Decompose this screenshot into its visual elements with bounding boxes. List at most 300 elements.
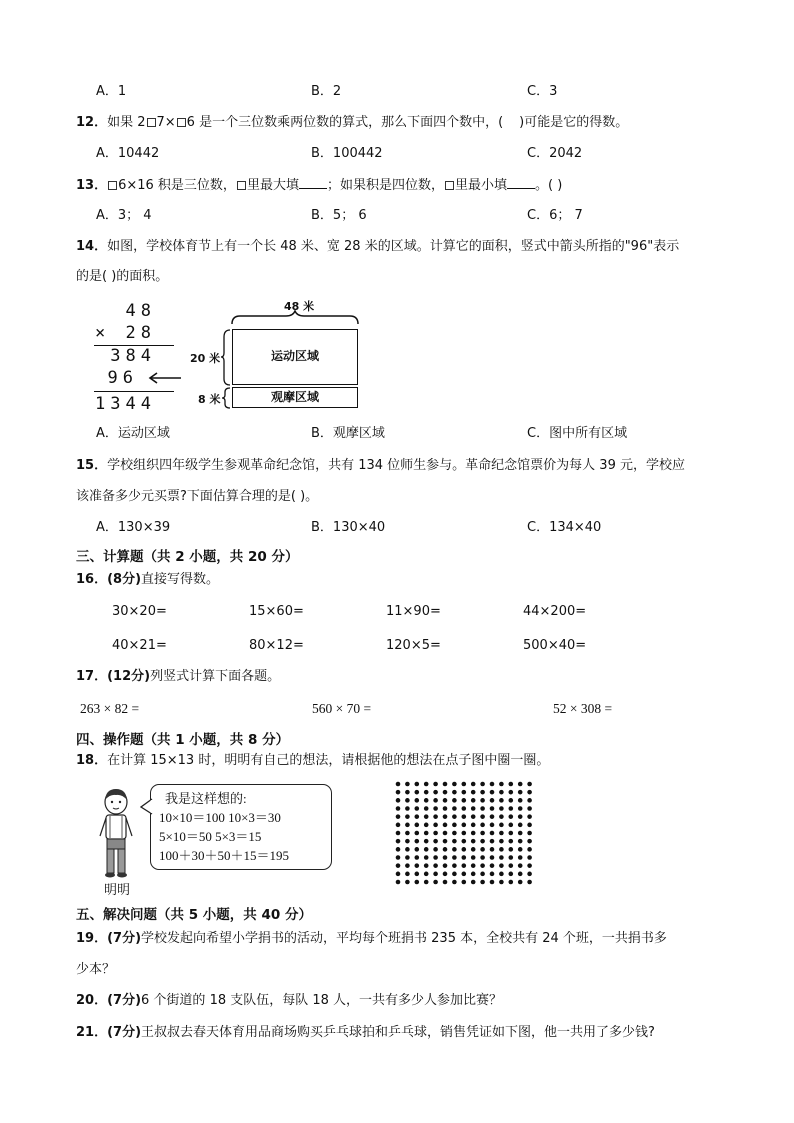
- grid-dot[interactable]: [471, 831, 476, 836]
- grid-dot[interactable]: [527, 855, 532, 860]
- grid-dot[interactable]: [433, 823, 438, 828]
- grid-dot[interactable]: [499, 863, 504, 868]
- product: 1344: [95, 394, 156, 414]
- grid-dot[interactable]: [499, 782, 504, 787]
- grid-dot[interactable]: [490, 782, 495, 787]
- sports-zone-label: 运动区域: [270, 349, 319, 363]
- grid-dot[interactable]: [433, 782, 438, 787]
- grid-dot[interactable]: [518, 855, 523, 860]
- grid-dot[interactable]: [509, 863, 514, 868]
- grid-dot[interactable]: [518, 847, 523, 852]
- q17-text: 列竖式计算下面各题。: [150, 669, 281, 684]
- grid-dot[interactable]: [415, 872, 420, 877]
- q17-item: 52 × 308 =: [553, 701, 613, 716]
- q16-item: 120×5=: [386, 638, 441, 653]
- grid-dot[interactable]: [527, 814, 532, 819]
- grid-dot[interactable]: [518, 823, 523, 828]
- grid-dot[interactable]: [433, 790, 438, 795]
- q16-question: [76, 571, 219, 589]
- grid-dot[interactable]: [415, 806, 420, 811]
- grid-dot[interactable]: [433, 863, 438, 868]
- grid-dot[interactable]: [452, 855, 457, 860]
- grid-dot[interactable]: [405, 814, 410, 819]
- grid-dot[interactable]: [433, 831, 438, 836]
- grid-dot[interactable]: [424, 798, 429, 803]
- grid-dot[interactable]: [471, 823, 476, 828]
- grid-dot[interactable]: [499, 823, 504, 828]
- grid-dot[interactable]: [443, 798, 448, 803]
- section-3-heading: 三、计算题（共 2 小题，共 20 分）: [76, 549, 299, 565]
- multiplier: × 28: [95, 323, 156, 343]
- grid-dot[interactable]: [499, 831, 504, 836]
- grid-dot[interactable]: [509, 790, 514, 795]
- grid-dot[interactable]: [415, 855, 420, 860]
- bubble-line: 100＋30＋50＋15＝195: [159, 848, 290, 863]
- grid-dot[interactable]: [452, 863, 457, 868]
- q14-number: 14．: [76, 239, 108, 254]
- q15-option-b: B．130×40: [311, 520, 386, 535]
- grid-dot[interactable]: [443, 831, 448, 836]
- bubble-content: [159, 789, 289, 865]
- grid-dot[interactable]: [424, 839, 429, 844]
- grid-dot[interactable]: [527, 798, 532, 803]
- grid-dot[interactable]: [433, 798, 438, 803]
- left-arrow-icon: [145, 370, 185, 386]
- grid-dot[interactable]: [490, 880, 495, 885]
- grid-dot[interactable]: [452, 790, 457, 795]
- grid-dot[interactable]: [480, 847, 485, 852]
- q16-score: (8分): [107, 572, 142, 587]
- q11-option-a: A．1: [96, 84, 127, 99]
- q12-option-c: C．2042: [527, 146, 583, 161]
- answer-blank[interactable]: [299, 176, 327, 189]
- grid-dot[interactable]: [462, 798, 467, 803]
- grid-dot[interactable]: [490, 806, 495, 811]
- grid-dot[interactable]: [415, 863, 420, 868]
- grid-dot[interactable]: [480, 790, 485, 795]
- grid-dot[interactable]: [499, 790, 504, 795]
- q18-number: 18．: [76, 753, 108, 768]
- grid-dot[interactable]: [424, 855, 429, 860]
- grid-dot[interactable]: [527, 839, 532, 844]
- q12-option-a: A．10442: [96, 146, 160, 161]
- grid-dot[interactable]: [509, 855, 514, 860]
- grid-dot[interactable]: [499, 880, 504, 885]
- empty-box-icon: [237, 181, 246, 190]
- grid-dot[interactable]: [518, 872, 523, 877]
- q19-text: 学校发起向希望小学捐书的活动，平均每个班捐书 235 本，全校共有 24 个班，一共捐书多: [141, 931, 667, 946]
- grid-dot[interactable]: [509, 831, 514, 836]
- q14-option-c: C．图中所有区域: [527, 426, 628, 441]
- grid-dot[interactable]: [490, 831, 495, 836]
- grid-dot[interactable]: [471, 872, 476, 877]
- grid-dot[interactable]: [471, 863, 476, 868]
- grid-dot[interactable]: [396, 855, 401, 860]
- grid-dot[interactable]: [471, 782, 476, 787]
- q13-number: 13．: [76, 178, 108, 193]
- grid-dot[interactable]: [480, 839, 485, 844]
- grid-dot[interactable]: [433, 839, 438, 844]
- grid-dot[interactable]: [396, 831, 401, 836]
- q15-text-1: 学校组织四年级学生参观革命纪念馆，共有 134 位师生参与。革命纪念馆票价为每人 39 元，学校应: [107, 458, 685, 473]
- q21-text: 王叔叔去春天体育用品商场购买乒乓球拍和乒乓球，销售凭证如下图，他一共用了多少钱?: [141, 1025, 655, 1040]
- grid-dot[interactable]: [480, 823, 485, 828]
- grid-dot[interactable]: [490, 839, 495, 844]
- q15-question-line-1: [76, 457, 685, 475]
- grid-dot[interactable]: [462, 880, 467, 885]
- grid-dot[interactable]: [509, 782, 514, 787]
- q13-option-a: A．3； 4: [96, 208, 152, 223]
- q16-item: 40×21=: [112, 638, 167, 653]
- grid-dot[interactable]: [509, 798, 514, 803]
- vertical-multiplication: [92, 300, 182, 420]
- grid-dot[interactable]: [527, 806, 532, 811]
- grid-dot[interactable]: [415, 823, 420, 828]
- grid-dot[interactable]: [527, 863, 532, 868]
- grid-dot[interactable]: [396, 880, 401, 885]
- grid-dot[interactable]: [424, 872, 429, 877]
- q12-text-3: 6 是一个三位数乘两位数的算式，那么下面四个数中，(: [186, 115, 504, 130]
- grid-dot[interactable]: [452, 839, 457, 844]
- q15-number: 15．: [76, 458, 108, 473]
- q12-text-4: )可能是它的得数。: [519, 115, 629, 130]
- answer-blank[interactable]: [507, 176, 535, 189]
- grid-dot[interactable]: [433, 806, 438, 811]
- q16-text: 直接写得数。: [141, 572, 220, 587]
- empty-box-icon: [108, 181, 117, 190]
- grid-dot[interactable]: [405, 863, 410, 868]
- section-5-heading: 五、解决问题（共 5 小题，共 40 分）: [76, 907, 312, 923]
- grid-dot[interactable]: [396, 814, 401, 819]
- grid-dot[interactable]: [424, 880, 429, 885]
- grid-dot[interactable]: [527, 790, 532, 795]
- section-4-heading: 四、操作题（共 1 小题，共 8 分）: [76, 732, 290, 748]
- grid-dot[interactable]: [471, 847, 476, 852]
- grid-dot[interactable]: [405, 831, 410, 836]
- grid-dot[interactable]: [480, 814, 485, 819]
- grid-dot[interactable]: [405, 806, 410, 811]
- q19-score: (7分): [107, 931, 142, 946]
- grid-dot[interactable]: [424, 790, 429, 795]
- grid-dot[interactable]: [396, 872, 401, 877]
- grid-dot[interactable]: [490, 798, 495, 803]
- boy-name: 明明: [104, 883, 131, 898]
- grid-dot[interactable]: [527, 847, 532, 852]
- grid-dot[interactable]: [499, 806, 504, 811]
- q13-question: [76, 176, 562, 195]
- grid-dot[interactable]: [452, 880, 457, 885]
- grid-dot[interactable]: [471, 880, 476, 885]
- q14-text-1: 如图，学校体育节上有一个长 48 米、宽 28 米的区域。计算它的面积，竖式中箭头所指的"96"表示: [107, 239, 680, 254]
- grid-dot[interactable]: [471, 814, 476, 819]
- grid-dot[interactable]: [499, 855, 504, 860]
- grid-dot[interactable]: [462, 806, 467, 811]
- grid-dot[interactable]: [480, 880, 485, 885]
- grid-dot[interactable]: [480, 831, 485, 836]
- grid-dot[interactable]: [471, 855, 476, 860]
- empty-box-icon: [147, 118, 156, 127]
- grid-dot[interactable]: [527, 872, 532, 877]
- grid-dot[interactable]: [415, 782, 420, 787]
- grid-dot[interactable]: [452, 782, 457, 787]
- grid-dot[interactable]: [518, 790, 523, 795]
- grid-dot[interactable]: [462, 814, 467, 819]
- grid-dot[interactable]: [433, 855, 438, 860]
- partial-product-2: 96: [107, 368, 138, 388]
- grid-dot[interactable]: [396, 782, 401, 787]
- grid-dot[interactable]: [480, 782, 485, 787]
- grid-dot[interactable]: [405, 839, 410, 844]
- q19-question-line-1: [76, 930, 667, 948]
- grid-dot[interactable]: [443, 790, 448, 795]
- grid-dot[interactable]: [518, 863, 523, 868]
- grid-dot[interactable]: [405, 880, 410, 885]
- q21-question: [76, 1024, 655, 1042]
- q16-item: 11×90=: [386, 604, 441, 619]
- q17-score: (12分): [107, 669, 151, 684]
- grid-dot[interactable]: [527, 831, 532, 836]
- grid-dot[interactable]: [462, 823, 467, 828]
- q17-question: [76, 668, 280, 686]
- grid-dot[interactable]: [471, 790, 476, 795]
- grid-dot[interactable]: [499, 839, 504, 844]
- grid-dot[interactable]: [415, 880, 420, 885]
- grid-dot[interactable]: [405, 782, 410, 787]
- q18-text: 在计算 15×13 时，明明有自己的想法，请根据他的想法在点子图中圈一圈。: [107, 753, 550, 768]
- q13-text-5: 。( ): [534, 178, 563, 193]
- grid-dot[interactable]: [490, 872, 495, 877]
- grid-dot[interactable]: [396, 847, 401, 852]
- viewing-zone-label: 观摩区域: [270, 390, 319, 404]
- grid-dot[interactable]: [396, 863, 401, 868]
- grid-dot[interactable]: [443, 814, 448, 819]
- q16-item: 80×12=: [249, 638, 304, 653]
- q20-text: 6 个街道的 18 支队伍，每队 18 人，一共有多少人参加比赛？: [141, 993, 503, 1008]
- q19-question-line-2: 少本？: [76, 962, 116, 977]
- grid-dot[interactable]: [462, 855, 467, 860]
- grid-dot[interactable]: [490, 790, 495, 795]
- width-label-1: 20 米: [190, 352, 221, 365]
- grid-dot[interactable]: [424, 863, 429, 868]
- grid-dot[interactable]: [499, 798, 504, 803]
- area-diagram: [190, 298, 370, 416]
- grid-dot[interactable]: [518, 806, 523, 811]
- grid-dot[interactable]: [490, 823, 495, 828]
- grid-dot[interactable]: [471, 798, 476, 803]
- grid-dot[interactable]: [499, 814, 504, 819]
- grid-dot[interactable]: [405, 790, 410, 795]
- grid-dot[interactable]: [443, 823, 448, 828]
- bubble-line: 10×10＝100 10×3＝30: [159, 810, 281, 825]
- grid-dot[interactable]: [452, 806, 457, 811]
- grid-dot[interactable]: [499, 847, 504, 852]
- grid-dot[interactable]: [415, 798, 420, 803]
- q12-question: [76, 114, 628, 132]
- q14-option-b: B．观摩区域: [311, 426, 385, 441]
- length-label: 48 米: [284, 300, 315, 313]
- grid-dot[interactable]: [462, 790, 467, 795]
- bubble-line: 5×10＝50 5×3＝15: [159, 829, 262, 844]
- grid-dot[interactable]: [452, 847, 457, 852]
- grid-dot[interactable]: [396, 790, 401, 795]
- grid-dot[interactable]: [433, 814, 438, 819]
- q14-option-a: A．运动区域: [96, 426, 170, 441]
- partial-product-1: 384: [110, 346, 156, 366]
- grid-dot[interactable]: [433, 847, 438, 852]
- grid-dot[interactable]: [480, 863, 485, 868]
- q14-question-line-1: [76, 238, 679, 256]
- dot-grid[interactable]: [394, 780, 536, 886]
- grid-dot[interactable]: [415, 814, 420, 819]
- q18-question: [76, 752, 549, 770]
- grid-dot[interactable]: [415, 790, 420, 795]
- grid-dot[interactable]: [405, 798, 410, 803]
- grid-dot[interactable]: [396, 839, 401, 844]
- q16-item: 44×200=: [523, 604, 587, 619]
- grid-dot[interactable]: [452, 831, 457, 836]
- bubble-line: 我是这样想的:: [165, 791, 247, 806]
- grid-dot[interactable]: [509, 839, 514, 844]
- grid-dot[interactable]: [443, 806, 448, 811]
- grid-dot[interactable]: [518, 814, 523, 819]
- q14-question-line-2: 的是( )的面积。: [76, 269, 169, 284]
- grid-dot[interactable]: [527, 880, 532, 885]
- grid-dot[interactable]: [405, 823, 410, 828]
- grid-dot[interactable]: [452, 823, 457, 828]
- grid-dot[interactable]: [415, 847, 420, 852]
- grid-dot[interactable]: [424, 823, 429, 828]
- grid-dot[interactable]: [405, 855, 410, 860]
- grid-dot[interactable]: [480, 872, 485, 877]
- q21-number: 21．: [76, 1025, 108, 1040]
- q12-text-1: 如果 2: [107, 115, 146, 130]
- q15-option-c: C．134×40: [527, 520, 602, 535]
- q13-option-b: B．5； 6: [311, 208, 367, 223]
- viewing-zone: [232, 387, 358, 408]
- grid-dot[interactable]: [499, 872, 504, 877]
- grid-dot[interactable]: [509, 872, 514, 877]
- grid-dot[interactable]: [518, 839, 523, 844]
- grid-dot[interactable]: [509, 823, 514, 828]
- grid-dot[interactable]: [424, 814, 429, 819]
- q11-option-b: B．2: [311, 84, 342, 99]
- grid-dot[interactable]: [405, 872, 410, 877]
- grid-dot[interactable]: [443, 863, 448, 868]
- q13-text-3: ；如果积是四位数，: [326, 178, 444, 193]
- grid-dot[interactable]: [490, 863, 495, 868]
- q12-option-b: B．100442: [311, 146, 383, 161]
- grid-dot[interactable]: [433, 880, 438, 885]
- grid-dot[interactable]: [424, 782, 429, 787]
- q11-option-c: C．3: [527, 84, 558, 99]
- grid-dot[interactable]: [462, 831, 467, 836]
- grid-dot[interactable]: [462, 782, 467, 787]
- grid-dot[interactable]: [452, 814, 457, 819]
- grid-dot[interactable]: [480, 798, 485, 803]
- grid-dot[interactable]: [462, 847, 467, 852]
- grid-dot[interactable]: [527, 782, 532, 787]
- left-brace-icon: [220, 329, 232, 409]
- q12-number: 12．: [76, 115, 108, 130]
- grid-dot[interactable]: [443, 880, 448, 885]
- q13-text-2: 里最大填: [246, 178, 299, 193]
- width-label-2: 8 米: [198, 393, 221, 406]
- grid-dot[interactable]: [424, 831, 429, 836]
- grid-dot[interactable]: [480, 806, 485, 811]
- q20-number: 20．: [76, 993, 108, 1008]
- grid-dot[interactable]: [527, 823, 532, 828]
- q17-item: 263 × 82 =: [80, 701, 140, 716]
- q15-option-a: A．130×39: [96, 520, 171, 535]
- q17-number: 17．: [76, 669, 108, 684]
- q21-score: (7分): [107, 1025, 142, 1040]
- grid-dot[interactable]: [424, 806, 429, 811]
- grid-dot[interactable]: [443, 782, 448, 787]
- q20-score: (7分): [107, 993, 142, 1008]
- grid-dot[interactable]: [396, 806, 401, 811]
- grid-dot[interactable]: [452, 872, 457, 877]
- grid-dot[interactable]: [490, 814, 495, 819]
- grid-dot[interactable]: [415, 831, 420, 836]
- grid-dot[interactable]: [462, 839, 467, 844]
- grid-dot[interactable]: [509, 880, 514, 885]
- empty-box-icon: [177, 118, 186, 127]
- grid-dot[interactable]: [490, 855, 495, 860]
- grid-dot[interactable]: [480, 855, 485, 860]
- grid-dot[interactable]: [462, 872, 467, 877]
- q12-text-2: 7×: [156, 115, 176, 130]
- grid-dot[interactable]: [509, 814, 514, 819]
- grid-dot[interactable]: [433, 872, 438, 877]
- q16-item: 500×40=: [523, 638, 587, 653]
- q13-text-1: 6×16 积是三位数，: [118, 178, 236, 193]
- grid-dot[interactable]: [396, 823, 401, 828]
- grid-dot[interactable]: [518, 880, 523, 885]
- empty-box-icon: [445, 181, 454, 190]
- q19-number: 19．: [76, 931, 108, 946]
- grid-dot[interactable]: [452, 798, 457, 803]
- q15-question-line-2: 该准备多少元买票?下面估算合理的是( )。: [76, 489, 319, 504]
- q16-item: 15×60=: [249, 604, 304, 619]
- grid-dot[interactable]: [405, 847, 410, 852]
- grid-dot[interactable]: [462, 863, 467, 868]
- grid-dot[interactable]: [471, 839, 476, 844]
- grid-dot[interactable]: [415, 839, 420, 844]
- boy-illustration-icon: [92, 786, 140, 882]
- multiplicand: 48: [125, 301, 156, 321]
- grid-dot[interactable]: [443, 839, 448, 844]
- grid-dot[interactable]: [443, 855, 448, 860]
- grid-dot[interactable]: [509, 806, 514, 811]
- grid-dot[interactable]: [490, 847, 495, 852]
- grid-dot[interactable]: [518, 831, 523, 836]
- q13-text-4: 里最小填: [454, 178, 507, 193]
- bubble-tail-icon: [140, 798, 153, 816]
- q16-item: 30×20=: [112, 604, 167, 619]
- grid-dot[interactable]: [518, 782, 523, 787]
- grid-dot[interactable]: [443, 872, 448, 877]
- grid-dot[interactable]: [518, 798, 523, 803]
- grid-dot[interactable]: [509, 847, 514, 852]
- grid-dot[interactable]: [396, 798, 401, 803]
- grid-dot[interactable]: [424, 847, 429, 852]
- q16-number: 16．: [76, 572, 108, 587]
- grid-dot[interactable]: [443, 847, 448, 852]
- q13-option-c: C．6； 7: [527, 208, 583, 223]
- divider-line: [94, 391, 174, 392]
- q20-question: [76, 992, 502, 1010]
- grid-dot[interactable]: [471, 806, 476, 811]
